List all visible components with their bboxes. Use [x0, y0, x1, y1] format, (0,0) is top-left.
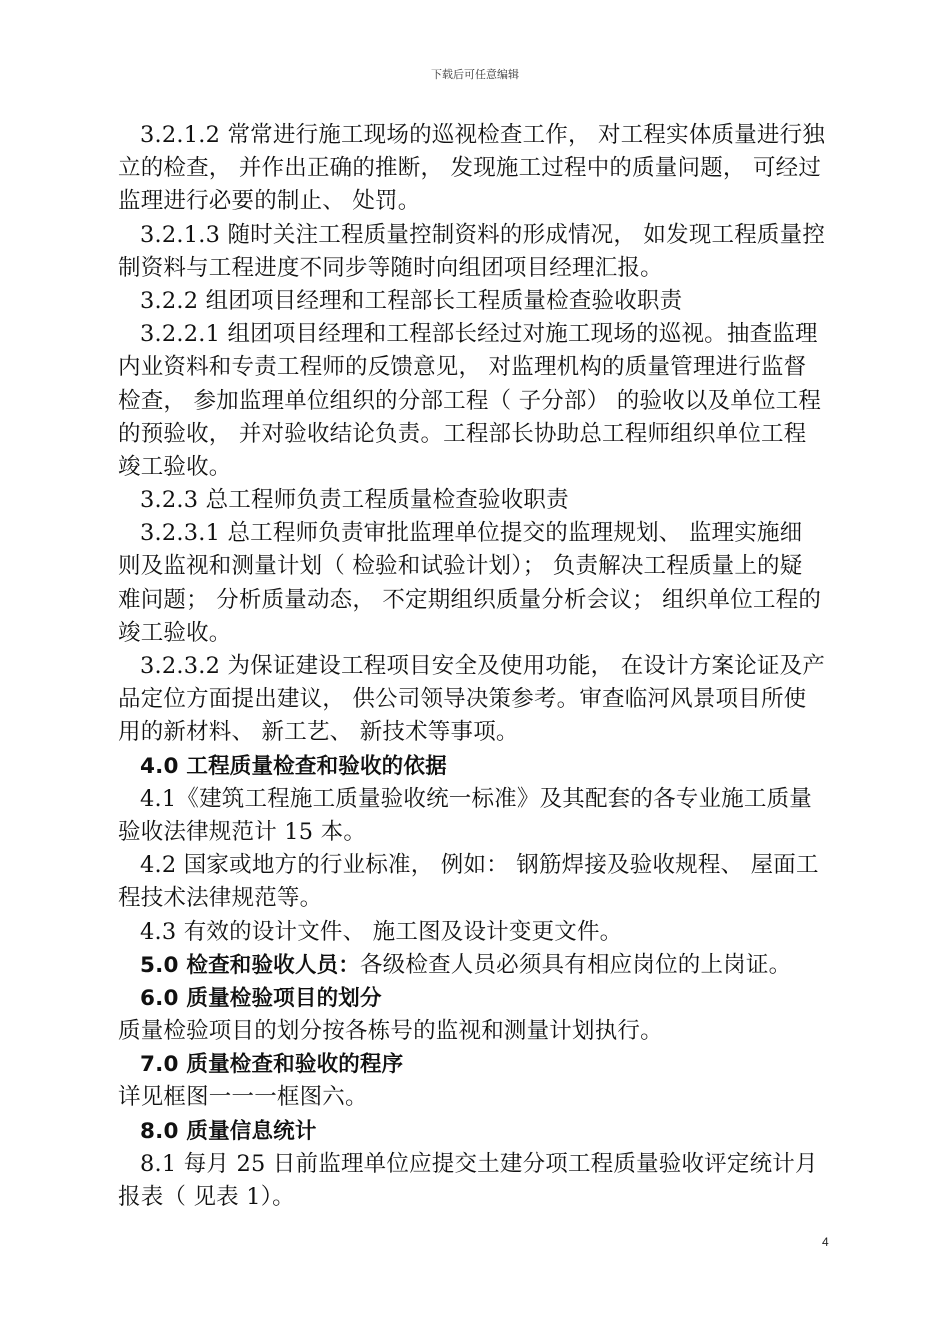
section-3-2-paragraphs [118, 119, 834, 750]
text-line: 4.3 有效的设计文件、 施工图及设计变更文件。 [140, 918, 623, 945]
text-line: 的预验收， 并对验收结论负责。工程部长协助总工程师组织单位工程 [118, 420, 807, 447]
text-line: 制资料与工程进度不同步等随时向组团项目经理汇报。 [118, 254, 663, 281]
text-line: 难问题； 分析质量动态， 不定期组织质量分析会议； 组织单位工程的 [118, 586, 822, 613]
text-line: 品定位方面提出建议， 供公司领导决策参考。审查临河风景项目所使 [118, 686, 807, 713]
text-line: 监理进行必要的制止、 处罚。 [118, 188, 421, 215]
section-8-heading: 8.0 质量信息统计 [140, 1118, 317, 1144]
text-line: 竣工验收。 [118, 453, 232, 480]
document-body [118, 119, 834, 1214]
text-line: 3.2.1.2 常常进行施工现场的巡视检查工作， 对工程实体质量进行独 [140, 122, 826, 148]
text-line: 3.2.3.2 为保证建设工程项目安全及使用功能， 在设计方案论证及产 [140, 653, 826, 679]
text-line: 竣工验收。 [118, 619, 232, 646]
text-line: 检查， 参加监理单位组织的分部工程（ 子分部） 的验收以及单位工程 [118, 387, 822, 414]
text-line: 3.2.2 组团项目经理和工程部长工程质量检查验收职责 [140, 287, 683, 314]
text-line: 4.1《建筑工程施工质量验收统一标准》及其配套的各专业施工质量 [140, 785, 812, 812]
text-line: 报表（ 见表 1）。 [118, 1184, 295, 1210]
text-line: 8.1 每月 25 日前监理单位应提交土建分项工程质量验收评定统计月 [140, 1150, 818, 1177]
text-line: 3.2.3 总工程师负责工程质量检查验收职责 [140, 487, 569, 514]
section-5-heading [118, 949, 834, 982]
section-6-heading: 6.0 质量检验项目的划分 [140, 985, 382, 1011]
text-line: 4.2 国家或地方的行业标准， 例如： 钢筋焊接及验收规程、 屋面工 [140, 852, 819, 879]
page-header: 下载后可任意编辑 [431, 68, 519, 81]
text-line: 立的检查， 并作出正确的推断， 发现施工过程中的质量问题， 可经过 [118, 155, 822, 182]
section-7-text: 详见框图一一一框图六。 [118, 1084, 368, 1111]
text-line: 用的新材料、 新工艺、 新技术等事项。 [118, 719, 519, 746]
section-8-paragraphs [118, 1148, 834, 1214]
text-line: 则及监视和测量计划（ 检验和试验计划）； 负责解决工程质量上的疑 [118, 553, 803, 580]
section-4-paragraphs [118, 783, 834, 949]
text-line: 程技术法律规范等。 [118, 885, 323, 912]
text-line: 3.2.2.1 组团项目经理和工程部长经过对施工现场的巡视。抽查监理 [140, 321, 818, 348]
text-line: 内业资料和专责工程师的反馈意见， 对监理机构的质量管理进行监督 [118, 354, 807, 381]
section-6-text: 质量检验项目的划分按各栋号的监视和测量计划执行。 [118, 1018, 663, 1045]
text-line: 3.2.1.3 随时关注工程质量控制资料的形成情况， 如发现工程质量控 [140, 221, 826, 248]
section-4-heading: 4.0 工程质量检查和验收的依据 [140, 753, 447, 779]
section-7-heading: 7.0 质量检查和验收的程序 [140, 1052, 404, 1078]
text-line: 验收法律规范计 15 本。 [118, 818, 367, 845]
text-line: 3.2.3.1 总工程师负责审批监理单位提交的监理规划、 监理实施细 [140, 520, 803, 547]
section-5-title: 5.0 检查和验收人员： [140, 952, 360, 978]
page-number: 4 [822, 1235, 829, 1249]
section-5-text: 各级检查人员必须具有相应岗位的上岗证。 [359, 951, 792, 978]
